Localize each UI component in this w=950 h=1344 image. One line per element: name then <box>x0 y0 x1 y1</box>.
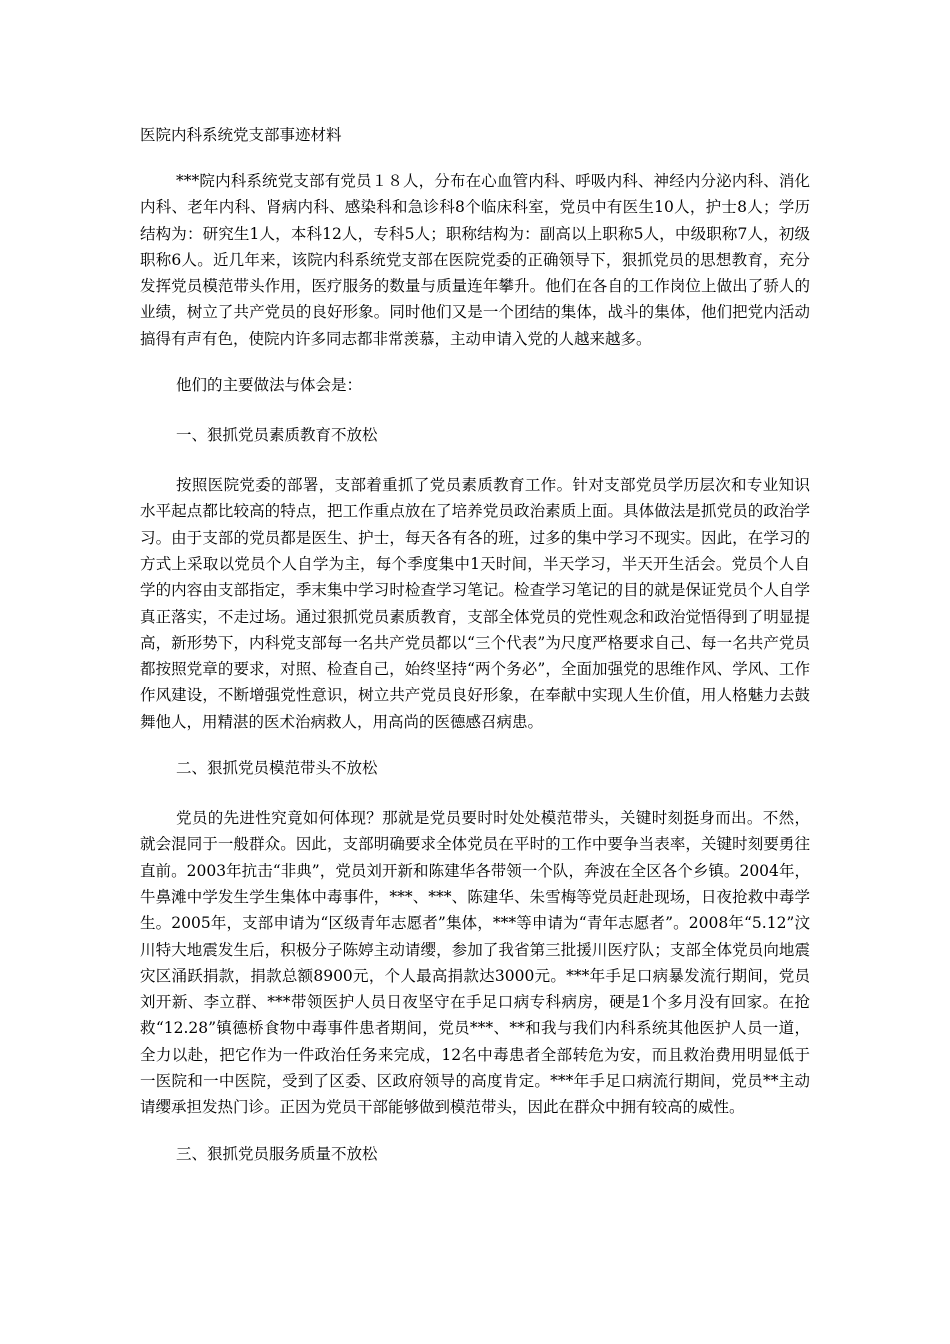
section-heading-3: 三、狠抓党员服务质量不放松 <box>176 1144 378 1163</box>
paragraph-quality-education: 按照医院党委的部署，支部着重抓了党员素质教育工作。针对支部党员学历层次和专业知识水平起点都比较高的特点，把工作重点放在了培养党员政治素质上面。具体做法是抓党员的政治学习。由于支部的党员都是医生、护士，每天各有各的班，过多的集中学习不现实。因此，在学习的方式上采取以党员个人自学为主，每个季度集中1天时间，半天学习，半天开生活会。党员个人自学的内容由支部指定，季末集中学习时检查学习笔记。检查学习笔记的目的就是保证党员个人自学真正落实，不走过场。通过狠抓党员素质教育，支部全体党员的党性观念和政治觉悟得到了明显提高，新形势下，内科党支部每一名共产党员都以“三个代表”为尺度严格要求自己、每一名共产党员都按照党章的要求，对照、检查自己，始终坚持“两个务必”，全面加强党的思维作风、学风、工作作风建设，不断增强党性意识，树立共产党员良好形象，在奉献中实现人生价值，用人格魅力去鼓舞他人，用精湛的医术治病救人，用高尚的医德感召病患。 <box>140 476 810 731</box>
document-body <box>140 122 810 1191</box>
section-heading-1: 一、狠抓党员素质教育不放松 <box>176 426 378 445</box>
paragraph-model-leadership: 党员的先进性究竟如何体现？那就是党员要时时处处模范带头，关键时刻挺身而出。不然，就会混同于一般群众。因此，支部明确要求全体党员在平时的工作中要争当表率，关键时刻要勇往直前。2003年抗击“非典”，党员刘开新和陈建华各带领一个队，奔波在全区各个乡镇。2004年，牛鼻滩中学发生学生集体中毒事件，***、***、陈建华、朱雪梅等党员赶赴现场，日夜抢救中毒学生。2005年，支部申请为“区级青年志愿者”集体，***等申请为“青年志愿者”。2008年“5.12”汶川特大地震发生后，积极分子陈婷主动请缨，参加了我省第三批援川医疗队；支部全体党员向地震灾区涌跃捐款，捐款总额8900元，个人最高捐款达3000元。***年手足口病暴发流行期间，党员刘开新、李立群、***带领医护人员日夜坚守在手足口病专科病房，硬是1个多月没有回家。在抢救“12.28”镇德桥食物中毒事件患者期间，党员***、**和我与我们内科系统其他医护人员一道，全力以赴，把它作为一件政治任务来完成，12名中毒患者全部转危为安，而且救治费用明显低于一医院和一中医院，受到了区委、区政府领导的高度肯定。***年手足口病流行期间，党员**主动请缨承担发热门诊。正因为党员干部能够做到模范带头，因此在群众中拥有较高的威性。 <box>140 809 810 1117</box>
intro-line: 他们的主要做法与体会是： <box>176 376 363 395</box>
section-heading-2: 二、狠抓党员模范带头不放松 <box>176 759 378 778</box>
document-title: 医院内科系统党支部事迹材料 <box>140 126 342 144</box>
paragraph-overview: ***院内科系统党支部有党员１８人，分布在心血管内科、呼吸内科、神经内分泌内科、消化内科、老年内科、肾病内科、感染科和急诊科8个临床科室，党员中有医生10人，护士8人；学历结构为：研究生1人，本科12人，专科5人；职称结构为：副高以上职称5人，中级职称7人，初级职称6人。近几年来，该院内科系统党支部在医院党委的正确领导下，狠抓党员的思想教育，充分发挥党员模范带头作用，医疗服务的数量与质量连年攀升。他们在各自的工作岗位上做出了骄人的业绩，树立了共产党员的良好形象。同时他们又是一个团结的集体，战斗的集体，他们把党内活动搞得有声有色，使院内许多同志都非常羡慕，主动申请入党的人越来越多。 <box>140 172 810 348</box>
